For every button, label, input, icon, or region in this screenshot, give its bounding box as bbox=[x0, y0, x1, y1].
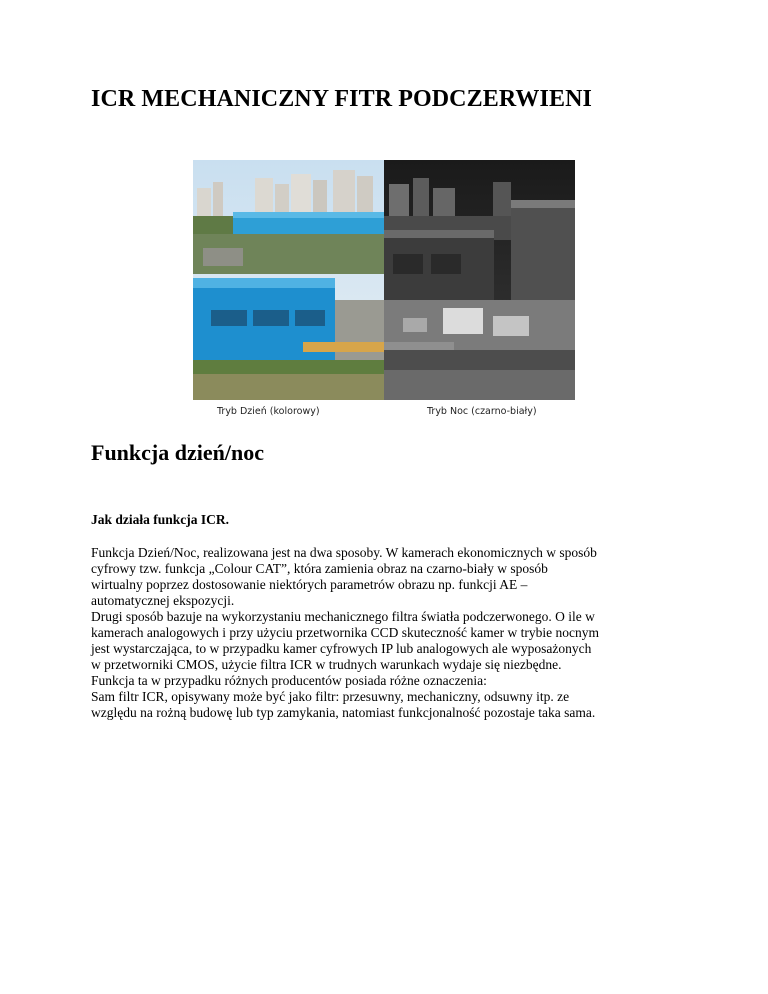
page-title: ICR MECHANICZNY FITR PODCZERWIENI bbox=[91, 86, 592, 112]
body-line: automatycznej ekspozycji. bbox=[91, 593, 235, 608]
day-night-comparison-figure bbox=[193, 160, 575, 422]
body-line: wirtualny poprzez dostosowanie niektórych parametrów obrazu np. funkcji AE – bbox=[91, 577, 528, 592]
body-line: Drugi sposób bazuje na wykorzystaniu mechanicznego filtra światła podczerwonego. O ile w bbox=[91, 609, 595, 624]
body-line: Funkcja ta w przypadku różnych producentów posiada różne oznaczenia: bbox=[91, 673, 487, 688]
body-line: Funkcja Dzień/Noc, realizowana jest na dwa sposoby. W kamerach ekonomicznych w sposób bbox=[91, 545, 597, 560]
day-night-photo bbox=[193, 160, 575, 400]
caption-day-mode: Tryb Dzień (kolorowy) bbox=[217, 406, 320, 417]
body-line: jest wystarczająca, to w przypadku kamer cyfrowych IP lub analogowych ale wyposażonych bbox=[91, 641, 592, 656]
body-line: w przetworniki CMOS, użycie filtra ICR w trudnych warunkach wydaje się niezbędne. bbox=[91, 657, 562, 672]
body-line: kamerach analogowych i przy użyciu przetwornika CCD skuteczność kamer w trybie nocnym bbox=[91, 625, 599, 640]
caption-night-mode: Tryb Noc (czarno-biały) bbox=[427, 406, 537, 417]
body-line: Sam filtr ICR, opisywany może być jako filtr: przesuwny, mechaniczny, odsuwny itp. ze bbox=[91, 689, 570, 704]
figure-caption-bar bbox=[193, 400, 575, 422]
section-heading: Funkcja dzień/noc bbox=[91, 440, 264, 465]
body-text bbox=[91, 545, 691, 721]
subheading: Jak działa funkcja ICR. bbox=[91, 512, 230, 527]
body-line: względu na rożną budowę lub typ zamykania, natomiast funkcjonalność pozostaje taka sama. bbox=[91, 705, 596, 720]
body-line: cyfrowy tzw. funkcja „Colour CAT”, która zamienia obraz na czarno-biały w sposób bbox=[91, 561, 548, 576]
